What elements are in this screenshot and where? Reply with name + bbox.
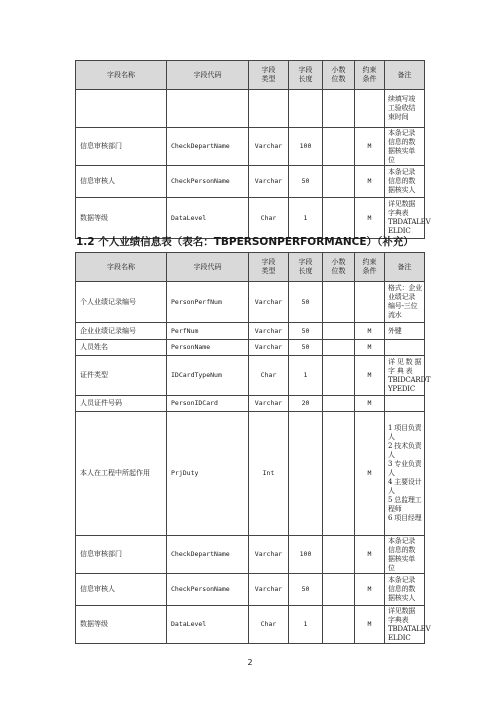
decimals-cell xyxy=(323,128,355,166)
field-name-cell xyxy=(76,90,167,128)
remark-cell: 本条记录 信息的数 据核实人 xyxy=(385,166,425,198)
field-name-cell: 人员姓名 xyxy=(76,340,167,356)
constraint-cell: M xyxy=(355,166,385,198)
remark-cell: 格式：企业 业绩记录 编号-三位 流水 xyxy=(385,282,425,323)
field-name-cell: 个人业绩记录编号 xyxy=(76,282,167,323)
field-type-cell: Int xyxy=(249,412,289,536)
table-row xyxy=(76,606,425,644)
decimals-cell xyxy=(323,536,355,574)
header-remark: 备注 xyxy=(385,61,425,90)
table-header-row xyxy=(76,61,425,90)
constraint-cell: M xyxy=(355,412,385,536)
constraint-cell: M xyxy=(355,606,385,644)
field-length-cell: 100 xyxy=(289,536,323,574)
decimals-cell xyxy=(323,198,355,239)
field-type-cell: Varchar xyxy=(249,128,289,166)
field-length-cell: 1 xyxy=(289,198,323,239)
constraint-cell: M xyxy=(355,323,385,340)
field-type-cell: Varchar xyxy=(249,282,289,323)
header-decimals: 小数 位数 xyxy=(323,253,355,282)
field-type-cell: Varchar xyxy=(249,166,289,198)
field-name-cell: 数据等级 xyxy=(76,198,167,239)
remark-cell: 详 见 数 据 字 典 表 TBIDCARDT YPEDIC xyxy=(385,356,425,396)
header-field-type: 字段 类型 xyxy=(249,253,289,282)
header-field-code: 字段代码 xyxy=(167,253,249,282)
decimals-cell xyxy=(323,340,355,356)
header-field-code: 字段代码 xyxy=(167,61,249,90)
table-row xyxy=(76,536,425,574)
field-code-cell: CheckPersonName xyxy=(167,574,249,606)
decimals-cell xyxy=(323,282,355,323)
remark-cell: 外键 xyxy=(385,323,425,340)
field-type-cell: Varchar xyxy=(249,396,289,412)
constraint-cell: M xyxy=(355,128,385,166)
field-name-cell: 数据等级 xyxy=(76,606,167,644)
remark-cell: 1 项目负责 人 2 技术负责 人 3 专业负责 人 4 主要设计 人 5 总监理工 程师 6 项目经理 xyxy=(385,412,425,536)
field-code-cell: CheckDepartName xyxy=(167,536,249,574)
field-name-cell: 证件类型 xyxy=(76,356,167,396)
decimals-cell xyxy=(323,606,355,644)
field-type-cell: Varchar xyxy=(249,340,289,356)
table-row xyxy=(76,282,425,323)
page-number: 2 xyxy=(247,658,253,667)
constraint-cell: M xyxy=(355,198,385,239)
constraint-cell xyxy=(355,90,385,128)
field-length-cell: 50 xyxy=(289,166,323,198)
remark-cell: 详见数据 字典表 TBDATALEV ELDIC xyxy=(385,606,425,644)
field-name-cell: 企业业绩记录编号 xyxy=(76,323,167,340)
field-type-cell: Varchar xyxy=(249,536,289,574)
field-length-cell: 100 xyxy=(289,128,323,166)
remark-cell: 详见数据 字典表 TBDATALEV ELDIC xyxy=(385,198,425,239)
field-length-cell: 20 xyxy=(289,396,323,412)
decimals-cell xyxy=(323,356,355,396)
field-type-cell: Char xyxy=(249,606,289,644)
table-row xyxy=(76,356,425,396)
field-length-cell: 50 xyxy=(289,282,323,323)
field-type-cell: Char xyxy=(249,356,289,396)
decimals-cell xyxy=(323,166,355,198)
header-constraint: 约束 条件 xyxy=(355,61,385,90)
table-row xyxy=(76,574,425,606)
table-row xyxy=(76,198,425,239)
decimals-cell xyxy=(323,90,355,128)
constraint-cell: M xyxy=(355,396,385,412)
field-code-cell: PersonName xyxy=(167,340,249,356)
constraint-cell: M xyxy=(355,574,385,606)
header-decimals: 小数 位数 xyxy=(323,61,355,90)
remark-cell xyxy=(385,340,425,356)
remark-cell: 本条记录 信息的数 据核实单 位 xyxy=(385,128,425,166)
decimals-cell xyxy=(323,323,355,340)
field-name-cell: 人员证件号码 xyxy=(76,396,167,412)
field-type-cell: Varchar xyxy=(249,574,289,606)
table-row xyxy=(76,412,425,536)
field-code-cell: CheckDepartName xyxy=(167,128,249,166)
constraint-cell: M xyxy=(355,340,385,356)
field-name-cell: 信息审核部门 xyxy=(76,128,167,166)
field-table-2 xyxy=(75,252,431,644)
field-name-cell: 信息审核人 xyxy=(76,574,167,606)
header-field-length: 字段 长度 xyxy=(289,61,323,90)
field-type-cell: Varchar xyxy=(249,323,289,340)
field-length-cell: 50 xyxy=(289,574,323,606)
remark-cell: 本条记录 信息的数 据核实人 xyxy=(385,574,425,606)
field-length-cell: 50 xyxy=(289,340,323,356)
header-constraint: 约束 条件 xyxy=(355,253,385,282)
field-length-cell xyxy=(289,412,323,536)
header-field-name: 字段名称 xyxy=(76,61,167,90)
header-field-length: 字段 长度 xyxy=(289,253,323,282)
table-row xyxy=(76,323,425,340)
field-type-cell xyxy=(249,90,289,128)
field-code-cell: DataLevel xyxy=(167,606,249,644)
header-remark: 备注 xyxy=(385,253,425,282)
field-code-cell: PersonPerfNum xyxy=(167,282,249,323)
table-row xyxy=(76,90,425,128)
field-name-cell: 信息审核部门 xyxy=(76,536,167,574)
field-code-cell: PerfNum xyxy=(167,323,249,340)
remark-cell xyxy=(385,396,425,412)
table-row xyxy=(76,396,425,412)
decimals-cell xyxy=(323,574,355,606)
remark-cell: 本条记录 信息的数 据核实单 位 xyxy=(385,536,425,574)
field-code-cell: DataLevel xyxy=(167,198,249,239)
section-heading: 1.2 个人业绩信息表（表名：TBPERSONPERFORMANCE）（补充） xyxy=(76,236,414,248)
field-length-cell: 1 xyxy=(289,606,323,644)
field-code-cell: PersonIDCard xyxy=(167,396,249,412)
field-name-cell: 本人在工程中所起作用 xyxy=(76,412,167,536)
constraint-cell: M xyxy=(355,356,385,396)
field-code-cell: IDCardTypeNum xyxy=(167,356,249,396)
field-code-cell xyxy=(167,90,249,128)
table-header-row xyxy=(76,253,425,282)
field-table-1 xyxy=(75,60,431,239)
field-length-cell: 1 xyxy=(289,356,323,396)
table-row xyxy=(76,128,425,166)
field-length-cell: 50 xyxy=(289,323,323,340)
field-code-cell: PrjDuty xyxy=(167,412,249,536)
field-code-cell: CheckPersonName xyxy=(167,166,249,198)
field-type-cell: Char xyxy=(249,198,289,239)
header-field-name: 字段名称 xyxy=(76,253,167,282)
field-length-cell xyxy=(289,90,323,128)
constraint-cell: M xyxy=(355,536,385,574)
remark-cell: 续填写竣 工验收结 束时间 xyxy=(385,90,425,128)
table-row xyxy=(76,340,425,356)
field-name-cell: 信息审核人 xyxy=(76,166,167,198)
table-row xyxy=(76,166,425,198)
decimals-cell xyxy=(323,412,355,536)
constraint-cell xyxy=(355,282,385,323)
decimals-cell xyxy=(323,396,355,412)
header-field-type: 字段 类型 xyxy=(249,61,289,90)
